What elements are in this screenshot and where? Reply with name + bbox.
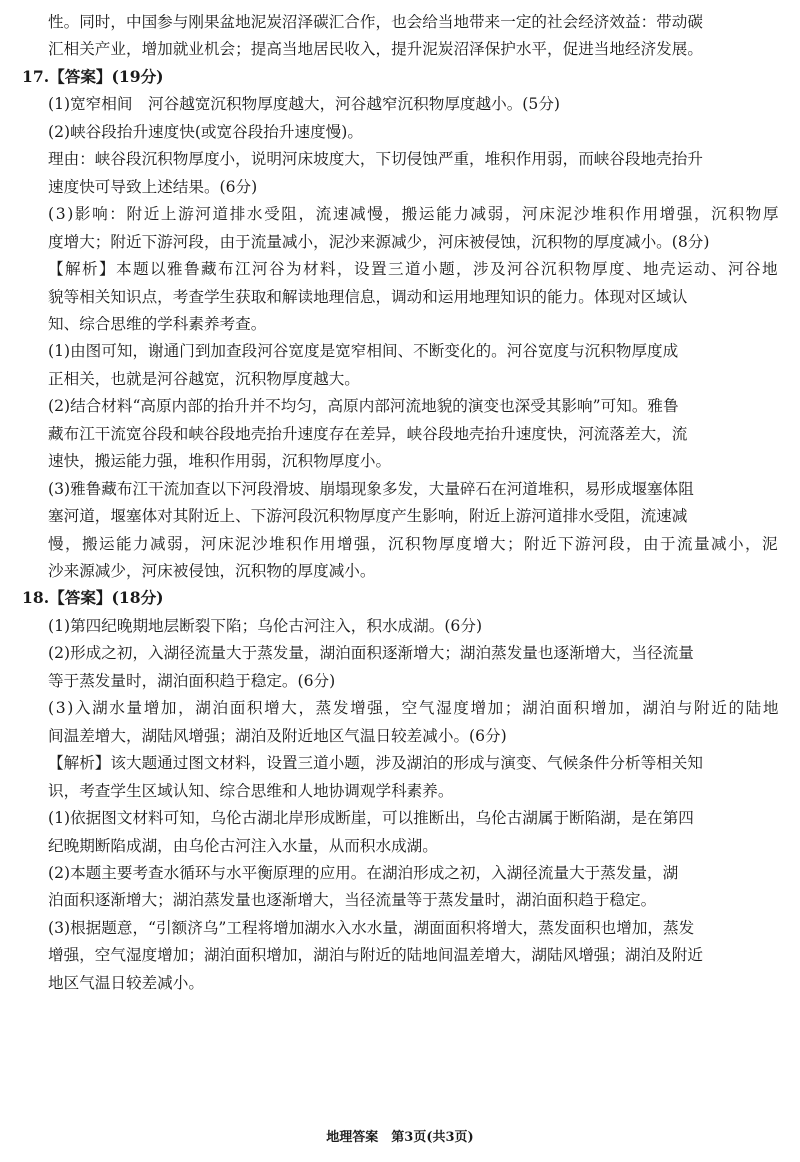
question-number-line: 18.【答案】(18分) — [22, 588, 164, 608]
question-number-line: 17.【答案】(19分) — [22, 66, 164, 86]
text-line: 增强，空气湿度增加；湖泊面积增加，湖泊与附近的陆地间温差增大，湖陆风增强；湖泊及附近 — [48, 946, 703, 965]
text-line: 【解析】本题以雅鲁藏布江河谷为材料，设置三道小题，涉及河谷沉积物厚度、地壳运动、河谷地 — [48, 260, 779, 279]
text-line: 【解析】该大题通过图文材料，设置三道小题，涉及湖泊的形成与演变、气候条件分析等相关知 — [48, 754, 703, 773]
text-line: (2)峡谷段抬升速度快(或宽谷段抬升速度慢)。 — [48, 122, 363, 141]
text-line: (1)第四纪晚期地层断裂下陷；乌伦古河注入，积水成湖。(6分) — [48, 616, 483, 635]
text-line: 知、综合思维的学科素养考查。 — [48, 314, 267, 333]
text-line: 度增大；附近下游河段，由于流量减小，泥沙来源减少，河床被侵蚀，沉积物的厚度减小。(8分) — [48, 232, 710, 251]
text-line: 泊面积逐渐增大；湖泊蒸发量也逐渐增大，当径流量等于蒸发量时，湖泊面积趋于稳定。 — [48, 891, 657, 910]
text-line: 沙来源减少，河床被侵蚀，沉积物的厚度减小。 — [48, 562, 376, 580]
page-footer: 地理答案 第3页(共3页) — [326, 1130, 474, 1145]
text-line: 速快，搬运能力强，堆积作用弱，沉积物厚度小。 — [48, 452, 392, 471]
text-line: (3)影响：附近上游河道排水受阻，流速减慢，搬运能力减弱，河床泥沙堆积作用增强，沉积物厚 — [48, 205, 781, 224]
text-line: 理由：峡谷段沉积物厚度小，说明河床坡度大，下切侵蚀严重，堆积作用弱，而峡谷段地壳抬升 — [48, 150, 703, 169]
text-line: 速度快可导致上述结果。(6分) — [48, 177, 258, 196]
text-line: (2)本题主要考查水循环与水平衡原理的应用。在湖泊形成之初，入湖径流量大于蒸发量，湖 — [48, 863, 679, 882]
text-line: 塞河道，堰塞体对其附近上、下游河段沉积物厚度产生影响，附近上游河道排水受阻，流速减 — [48, 507, 688, 526]
text-line: (1)由图可知，谢通门到加查段河谷宽度是宽窄相间、不断变化的。河谷宽度与沉积物厚度成 — [48, 342, 679, 361]
text-line: 正相关，也就是河谷越宽，沉积物厚度越大。 — [48, 369, 360, 388]
text-line: (1)依据图文材料可知，乌伦古湖北岸形成断崖，可以推断出，乌伦古湖属于断陷湖，是在第四 — [48, 809, 694, 828]
text-line: (3)入湖水量增加，湖泊面积增大，蒸发增强，空气湿度增加；湖泊面积增加，湖泊与附近的陆地 — [48, 699, 781, 718]
text-line: 汇相关产业，增加就业机会；提高当地居民收入，提升泥炭沼泽保护水平，促进当地经济发展。 — [48, 40, 703, 59]
text-line: 貌等相关知识点，考查学生获取和解读地理信息，调动和运用地理知识的能力。体现对区域认 — [48, 287, 688, 306]
text-line: (1)宽窄相间 河谷越宽沉积物厚度越大，河谷越窄沉积物厚度越小。(5分) — [48, 95, 560, 114]
text-line: 藏布江干流宽谷段和峡谷段地壳抬升速度存在差异，峡谷段地壳抬升速度快，河流落差大，流 — [48, 424, 688, 443]
text-line: (2)结合材料“高原内部的抬升并不均匀，高原内部河流地貌的演变也深受其影响”可知。雅鲁 — [48, 397, 679, 416]
text-line: 识，考查学生区域认知、综合思维和人地协调观学科素养。 — [48, 781, 454, 800]
text-line: 地区气温日较差减小。 — [48, 973, 204, 992]
text-line: 间温差增大，湖陆风增强；湖泊及附近地区气温日较差减小。(6分) — [48, 726, 507, 745]
text-line: (2)形成之初，入湖径流量大于蒸发量，湖泊面积逐渐增大；湖泊蒸发量也逐渐增大，当径流量 — [48, 644, 694, 663]
text-line: (3)雅鲁藏布江干流加查以下河段滑坡、崩塌现象多发，大量碎石在河道堆积，易形成堰塞体阻 — [48, 479, 694, 498]
text-line: 等于蒸发量时，湖泊面积趋于稳定。(6分) — [48, 671, 336, 690]
text-line: (3)根据题意，“引额济乌”工程将增加湖水入水水量，湖面面积将增大，蒸发面积也增加，蒸发 — [48, 918, 695, 937]
text-line: 慢，搬运能力减弱，河床泥沙堆积作用增强，沉积物厚度增大；附近下游河段，由于流量减小，泥 — [48, 534, 779, 553]
text-line: 纪晚期断陷成湖，由乌伦古河注入水量，从而积水成湖。 — [48, 836, 438, 855]
text-line: 性。同时，中国参与刚果盆地泥炭沼泽碳汇合作，也会给当地带来一定的社会经济效益：带动碳 — [48, 13, 703, 31]
